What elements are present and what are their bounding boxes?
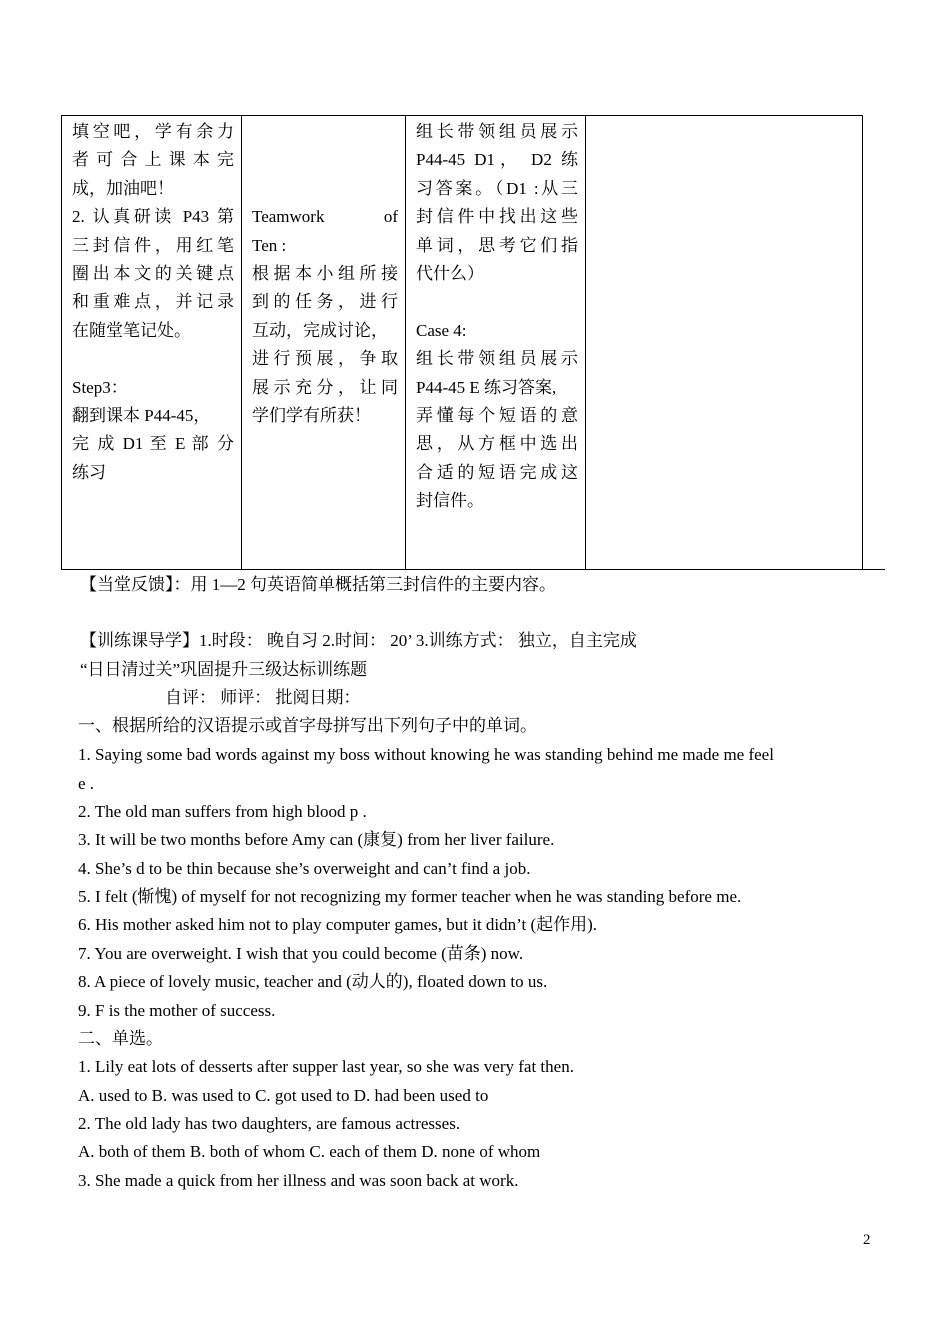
question-line: 9. F is the mother of success.	[78, 1001, 276, 1020]
table-line: 代什么）	[416, 263, 484, 283]
table-line: P44-45 E 练习答案,	[416, 377, 557, 397]
table-line: 展示充分，让同	[252, 377, 398, 397]
question-line: 2. The old lady has two daughters, are famous actresses.	[78, 1114, 461, 1133]
table-line: 学们学有所获！	[252, 405, 371, 425]
table-line: 进行预展，争取	[252, 349, 398, 369]
column-text	[252, 118, 398, 430]
table-line: 封信件中找出这些	[416, 207, 578, 227]
table-line	[252, 118, 398, 146]
table-line: 翻到课本 P44-45，	[72, 405, 211, 425]
section1-title: 一、根据所给的汉语提示或首字母拼写出下列句子中的单词。	[78, 716, 537, 735]
question-line: 5. I felt (惭愧) of myself for not recognizing my former teacher when he was standing before me.	[78, 887, 742, 906]
table-line: 在随堂笔记处。	[72, 320, 191, 340]
page-number: 2	[863, 1232, 871, 1248]
table-line: 练习	[72, 462, 106, 482]
training-subtitle: “日日清过关”巩固提升三级达标训练题	[80, 660, 368, 679]
table-line: 合适的短语完成这	[416, 462, 578, 482]
table-line: 弄懂每个短语的意	[416, 405, 578, 425]
table-line: 和重难点，并记录	[72, 292, 234, 312]
table-line: 者 可 合 上 课 本 完	[72, 150, 234, 170]
table-column-teamwork	[242, 116, 406, 569]
table-line: Ten :	[252, 235, 287, 255]
training-header: 【训练课导学】1.时段： 晚自习 2.时间： 20’ 3.训练方式： 独立，自主完成	[80, 631, 637, 650]
table-line: 圈出本文的关键点	[72, 263, 234, 283]
table-line	[252, 146, 398, 174]
evaluation-line: 自评： 师评： 批阅日期：	[165, 688, 361, 707]
table-line	[416, 288, 578, 316]
section2-title: 二、单选。	[78, 1029, 163, 1048]
column-text	[72, 118, 234, 487]
lesson-table	[61, 115, 863, 570]
question-line: 7. You are overweight. I wish that you could become (苗条) now.	[78, 944, 524, 963]
table-column-student-tasks	[62, 116, 242, 569]
question-line: 2. The old man suffers from high blood p .	[78, 802, 367, 821]
table-line: 完 成 D1 至 E 部 分	[72, 434, 234, 454]
question-line: 1. Saying some bad words against my boss without knowing he was standing behind me made me feel	[78, 745, 774, 764]
question-line: 8. A piece of lovely music, teacher and (动人的), floated down to us.	[78, 972, 548, 991]
table-line: P44-45 D1， D2 练	[416, 150, 578, 170]
table-line: 三封信件，用红笔	[72, 235, 234, 255]
table-line	[252, 175, 398, 203]
table-line: 成，加油吧！	[72, 178, 174, 198]
table-column-presentation	[406, 116, 586, 569]
table-line: 互动，完成讨论，	[252, 320, 388, 340]
question-line: 1. Lily eat lots of desserts after supper last year, so she was very fat then.	[78, 1057, 574, 1076]
question-options: A. used to B. was used to C. got used to D. had been used to	[78, 1086, 489, 1105]
table-line: 组长带领组员展示	[416, 349, 578, 369]
table-line: 填空吧，学有余力	[72, 122, 234, 141]
question-line: 3. She made a quick from her illness and was soon back at work.	[78, 1171, 519, 1190]
question-options: A. both of them B. both of whom C. each of them D. none of whom	[78, 1142, 541, 1161]
table-line: 到的任务，进行	[252, 292, 398, 312]
table-column-empty	[586, 116, 864, 569]
table-line: 根据本小组所接	[252, 263, 398, 283]
question-line: e .	[78, 774, 95, 793]
table-line: 封信件。	[416, 491, 484, 511]
table-line: 习答案。（D1 :从三	[416, 178, 578, 198]
table-line	[72, 345, 234, 373]
table-line: Teamwork of	[252, 207, 398, 227]
table-line: 思，从方框中选出	[416, 434, 578, 454]
question-line: 4. She’s d to be thin because she’s overweight and can’t find a job.	[78, 859, 531, 878]
table-line: 组长带领组员展示	[416, 122, 578, 141]
table-bottom-line-extension	[863, 569, 885, 570]
question-line: 3. It will be two months before Amy can (康复) from her liver failure.	[78, 830, 555, 849]
feedback-line: 【当堂反馈】：用 1—2 句英语简单概括第三封信件的主要内容。	[80, 575, 556, 594]
column-text	[416, 118, 578, 515]
table-line: 单词，思考它们指	[416, 235, 578, 255]
question-line: 6. His mother asked him not to play computer games, but it didn’t (起作用).	[78, 915, 598, 934]
table-line: Step3：	[72, 377, 128, 397]
table-line: 2. 认真研读 P43 第	[72, 207, 234, 227]
table-line: Case 4:	[416, 320, 467, 340]
